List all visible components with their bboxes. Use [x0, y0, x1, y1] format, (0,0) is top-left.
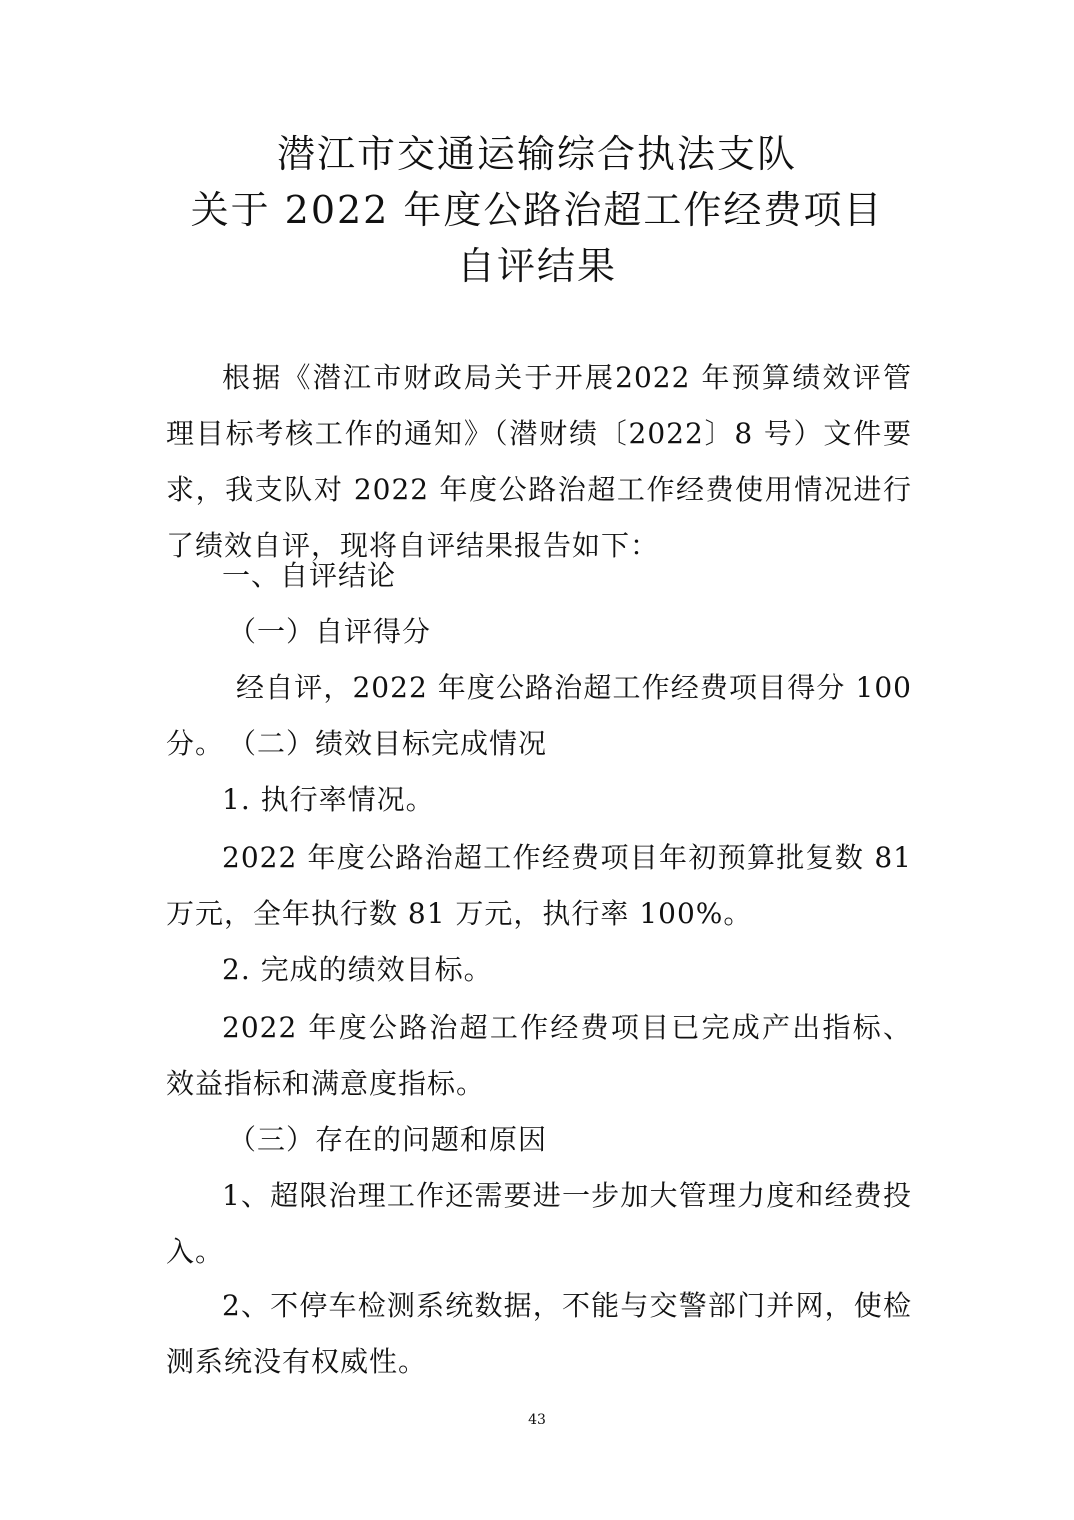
title-line-3: 自评结果	[456, 244, 617, 288]
section-heading-conclusion: 一、自评结论	[222, 559, 397, 592]
intro-paragraph: 根据《潜江市财政局关于开展2022 年预算绩效评管理目标考核工作的通知》（潜财绩〔2022〕8 号）文件要求，我支队对 2022 年度公路治超工作经费使用情况进行了绩效自评，现将自评结果报告如下：	[166, 361, 912, 562]
completed-goals-paragraph: 2022 年度公路治超工作经费项目已完成产出指标、效益指标和满意度指标。	[166, 1011, 912, 1100]
item-heading-execution-rate: 1. 执行率情况。	[222, 783, 435, 816]
score-paragraph: 经自评，2022 年度公路治超工作经费项目得分 100 分。	[166, 671, 912, 760]
title-line-2: 关于 2022 年度公路治超工作经费项目	[190, 188, 884, 232]
execution-rate-paragraph: 2022 年度公路治超工作经费项目年初预算批复数 81 万元，全年执行数 81 万元，执行率 100%。	[166, 841, 912, 930]
title-line-1: 潜江市交通运输综合执法支队	[276, 132, 797, 176]
problem-paragraph-1: 1、超限治理工作还需要进一步加大管理力度和经费投入。	[166, 1179, 912, 1268]
subsection-heading-problems: （三）存在的问题和原因	[228, 1123, 548, 1156]
page-number: 43	[528, 1412, 546, 1428]
item-heading-completed-goals: 2. 完成的绩效目标。	[222, 953, 493, 986]
subsection-heading-goals: （二）绩效目标完成情况	[228, 727, 548, 760]
subsection-heading-score: （一）自评得分	[228, 615, 432, 648]
problem-paragraph-2: 2、不停车检测系统数据，不能与交警部门并网，使检测系统没有权威性。	[166, 1289, 912, 1378]
